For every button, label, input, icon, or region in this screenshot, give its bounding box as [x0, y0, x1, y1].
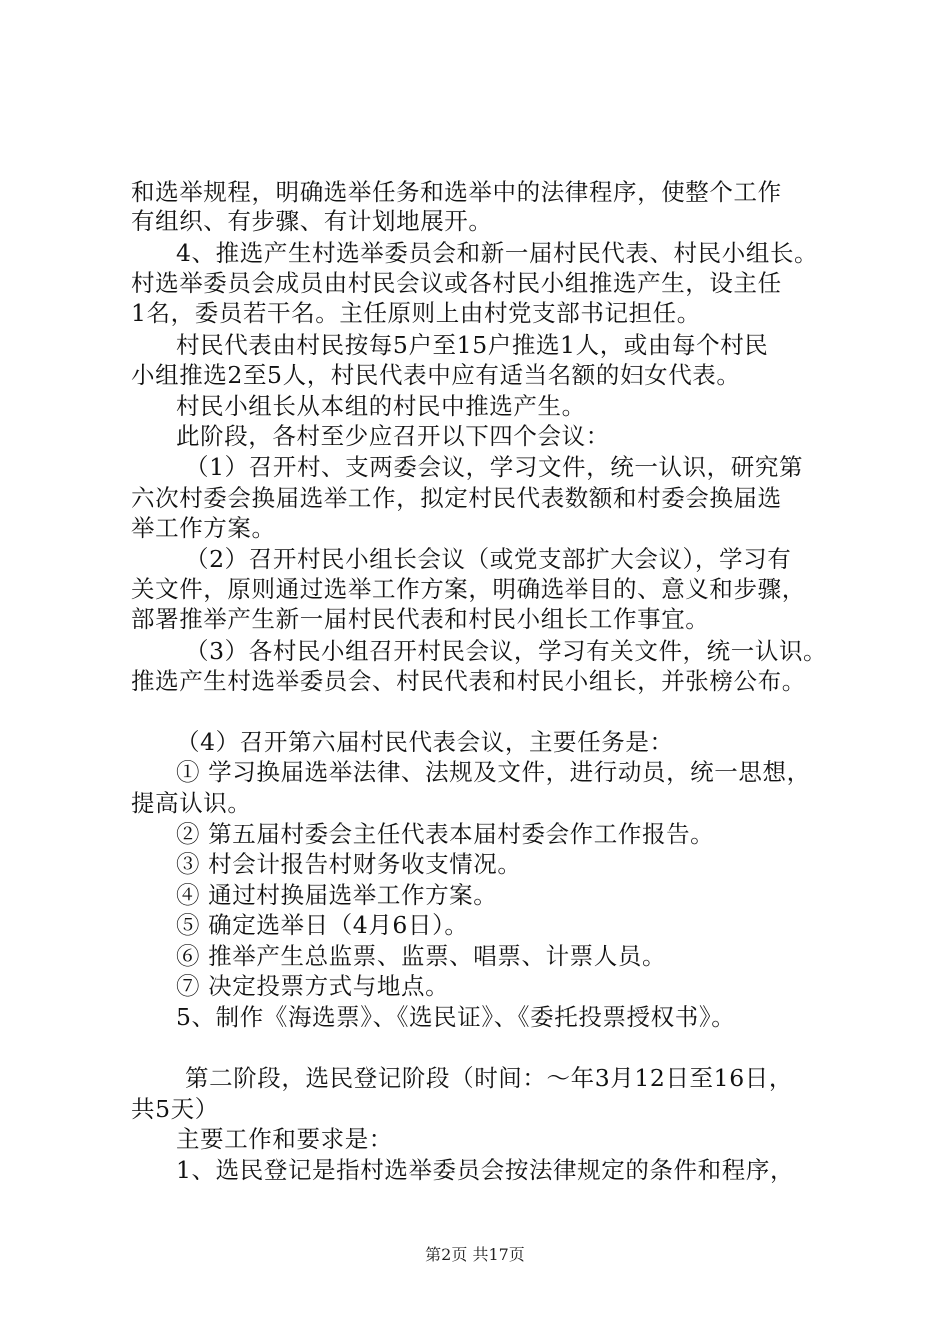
text-line: ⑤ 确定选举日（4月6日）。 — [176, 911, 469, 939]
text-line: 4、推选产生村选举委员会和新一届村民代表、村民小组长。 — [176, 239, 819, 267]
text-line: 第二阶段，选民登记阶段（时间：～年3月12日至16日， — [185, 1064, 793, 1092]
text-line: ④ 通过村换届选举工作方案。 — [176, 881, 498, 909]
text-line: 有组织、有步骤、有计划地展开。 — [131, 207, 493, 235]
text-line: 六次村委会换届选举工作，拟定村民代表数额和村委会换届选 — [131, 484, 782, 512]
text-line: ③ 村会计报告村财务收支情况。 — [176, 850, 522, 878]
text-line: （3）各村民小组召开村民会议，学习有关文件，统一认识。 — [185, 637, 828, 665]
text-line: 村民代表由村民按每5户至15户推选1人，或由每个村民 — [176, 331, 769, 359]
text-line: 推选产生村选举委员会、村民代表和村民小组长，并张榜公布。 — [131, 667, 806, 695]
text-line: ② 第五届村委会主任代表本届村委会作工作报告。 — [176, 820, 715, 848]
text-line: 小组推选2至5人，村民代表中应有适当名额的妇女代表。 — [131, 361, 741, 389]
text-line: 村选举委员会成员由村民会议或各村民小组推选产生，设主任 — [131, 269, 782, 297]
text-line: ⑥ 推举产生总监票、监票、唱票、计票人员。 — [176, 942, 667, 970]
text-line: 举工作方案。 — [131, 514, 276, 542]
text-line: 共5天） — [131, 1095, 219, 1123]
text-line: 提高认识。 — [131, 789, 252, 817]
text-line: 1、选民登记是指村选举委员会按法律规定的条件和程序， — [176, 1156, 795, 1184]
text-line: 此阶段，各村至少应召开以下四个会议： — [176, 422, 610, 450]
text-line: 部署推举产生新一届村民代表和村民小组长工作事宜。 — [131, 605, 710, 633]
text-line: （1）召开村、支两委会议，学习文件，统一认识，研究第 — [185, 453, 804, 481]
page-number-footer: 第2页 共17页 — [425, 1245, 525, 1264]
text-line: 5、制作《海选票》、《选民证》、《委托投票授权书》。 — [176, 1003, 736, 1031]
text-line: 关文件，原则通过选举工作方案，明确选举目的、意义和步骤， — [131, 575, 806, 603]
text-line: ⑦ 决定投票方式与地点。 — [176, 972, 450, 1000]
text-line: 1名，委员若干名。主任原则上由村党支部书记担任。 — [131, 299, 701, 327]
text-line: （4）召开第六届村民代表会议，主要任务是： — [176, 728, 674, 756]
text-line: ① 学习换届选举法律、法规及文件，进行动员，统一思想， — [176, 758, 811, 786]
text-line: 和选举规程，明确选举任务和选举中的法律程序，使整个工作 — [131, 178, 782, 206]
text-line: 村民小组长从本组的村民中推选产生。 — [176, 392, 586, 420]
text-line: 主要工作和要求是： — [176, 1125, 393, 1153]
text-line: （2）召开村民小组长会议（或党支部扩大会议），学习有 — [185, 545, 792, 573]
